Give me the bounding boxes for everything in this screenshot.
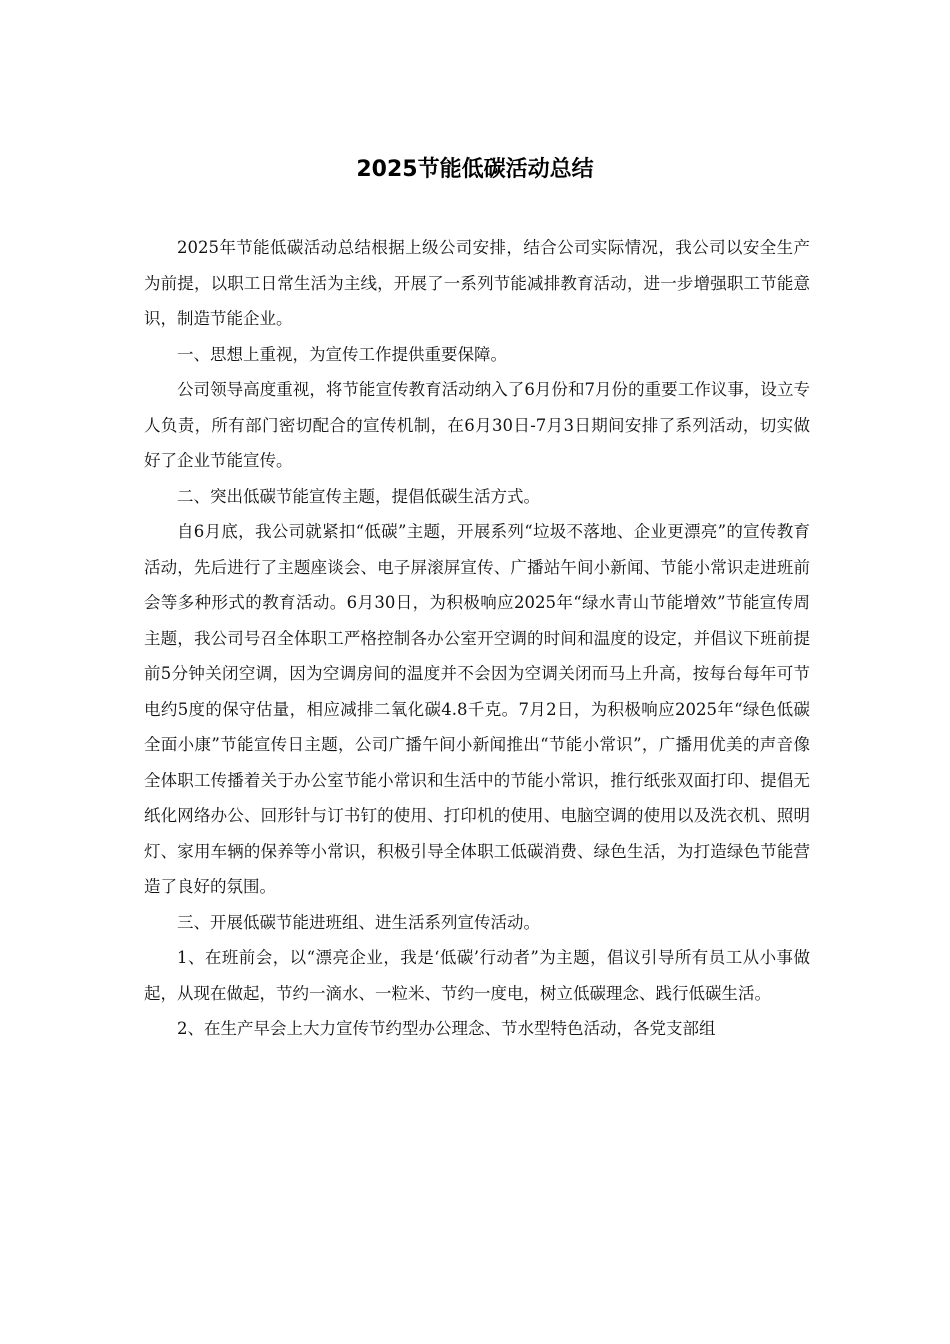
section-heading-2: 二、突出低碳节能宣传主题，提倡低碳生活方式。 <box>177 486 540 506</box>
section-3-item-1: 1、在班前会，以“漂亮企业，我是‘低碳’行动者”为主题，倡议引导所有员工从小事做起，从现在做起，节约一滴水、一粒米、节约一度电，树立低碳理念、践行低碳生活。 <box>144 948 810 1003</box>
section-1-paragraph: 公司领导高度重视，将节能宣传教育活动纳入了6月份和7月份的重要工作议事，设立专人负责，所有部门密切配合的宣传机制，在6月30日-7月3日期间安排了系列活动，切实做好了企业节能宣传。 <box>144 380 810 470</box>
intro-paragraph: 2025年节能低碳活动总结根据上级公司安排，结合公司实际情况，我公司以安全生产为前提，以职工日常生活为主线，开展了一系列节能减排教育活动，进一步增强职工节能意识，制造节能企业。 <box>144 238 810 328</box>
section-2-paragraph: 自6月底，我公司就紧扣“低碳”主题，开展系列“垃圾不落地、企业更漂亮”的宣传教育活动，先后进行了主题座谈会、电子屏滚屏宣传、广播站午间小新闻、节能小常识走进班前会等多种形式的教育活动。6月30日，为积极响应2025年“绿水青山节能增效”节能宣传周主题，我公司号召全体职工严格控制各办公室开空调的时间和温度的设定，并倡议下班前提前5分钟关闭空调，因为空调房间的温度并不会因为空调关闭而马上升高，按每台每年可节电约5度的保守估量，相应减排二氧化碳4.8千克。7月2日，为积极响应2025年“绿色低碳全面小康”节能宣传日主题，公司广播午间小新闻推出“节能小常识”，广播用优美的声音像全体职工传播着关于办公室节能小常识和生活中的节能小常识，推行纸张双面打印、提倡无纸化网络办公、回形针与订书钉的使用、打印机的使用、电脑空调的使用以及洗衣机、照明灯、家用车辆的保养等小常识，积极引导全体职工低碳消费、绿色生活，为打造绿色节能营造了良好的氛围。 <box>144 522 810 896</box>
section-3-item-2: 2、在生产早会上大力宣传节约型办公理念、节水型特色活动，各党支部组 <box>177 1019 716 1038</box>
section-heading-3: 三、开展低碳节能进班组、进生活系列宣传活动。 <box>177 912 540 932</box>
document-body <box>144 230 810 1047</box>
document-title: 2025节能低碳活动总结 <box>356 157 594 182</box>
section-heading-1: 一、思想上重视，为宣传工作提供重要保障。 <box>177 344 507 364</box>
